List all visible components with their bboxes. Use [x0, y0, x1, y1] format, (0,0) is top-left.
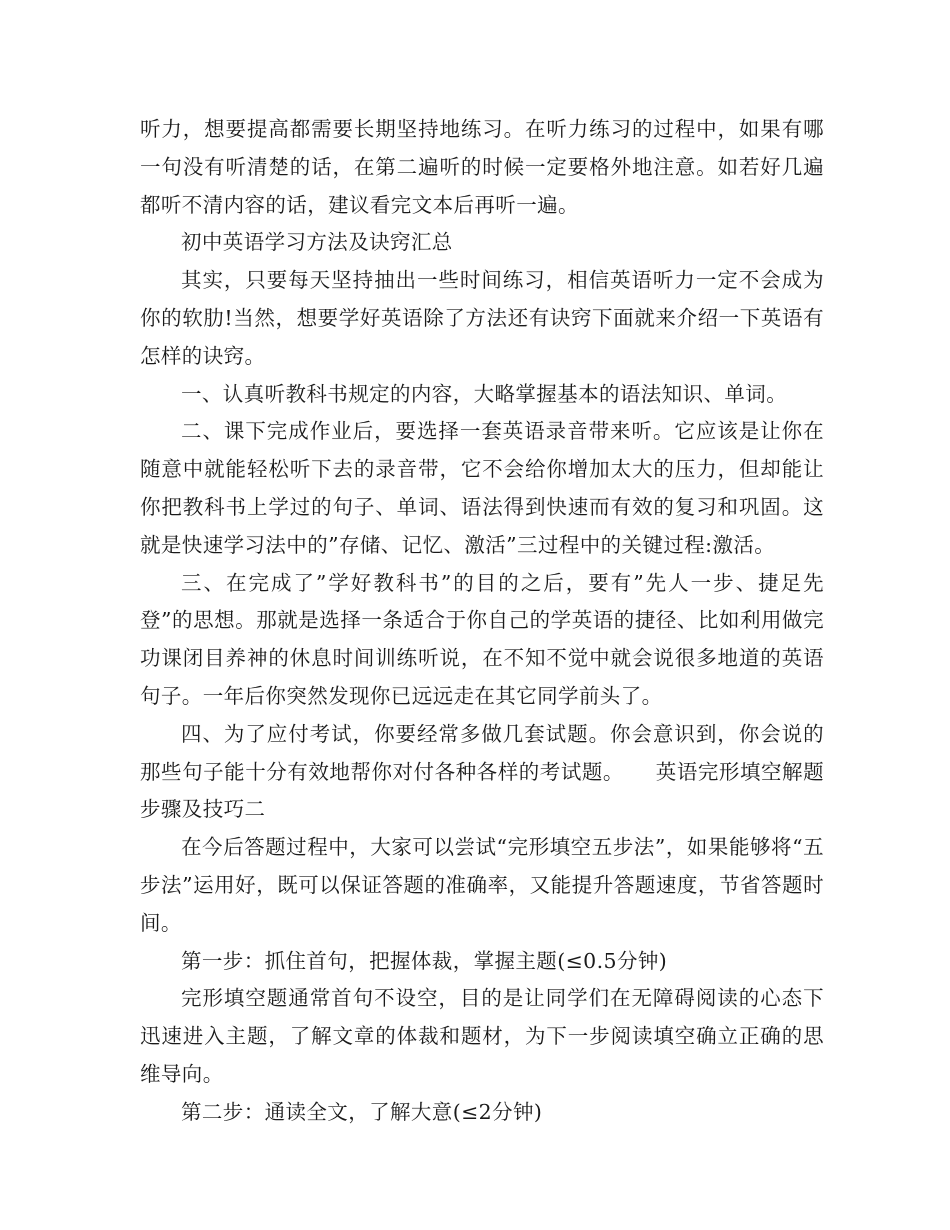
paragraph-tip-three: 三、在完成了”学好教科书”的目的之后，要有”先人一步、捷足先登”的思想。那就是选择一条适合于你自己的学英语的捷径、比如利用做完功课闭目养神的休息时间训练听说，在不知不觉中就会说很多地道的英语句子。一年后你突然发现你已远远走在其它同学前头了。	[140, 570, 824, 708]
paragraph-tip-one: 一、认真听教科书规定的内容，大略掌握基本的语法知识、单词。	[181, 381, 788, 406]
paragraph-tip-two: 二、课下完成作业后，要选择一套英语录音带来听。它应该是让你在随意中就能轻松听下去的录音带，它不会给你增加太大的压力，但却能让你把教科书上学过的句子、单词、语法得到快速而有效的复习和巩固。这就是快速学习法中的”存储、记忆、激活”三过程中的关键过程:激活。	[140, 419, 824, 557]
paragraph-five-step-method: 在今后答题过程中，大家可以尝试“完形填空五步法”，如果能够将“五步法”运用好，既可以保证答题的准确率，又能提升答题速度，节省答题时间。	[140, 835, 824, 935]
paragraph-step-one-detail: 完形填空题通常首句不设空，目的是让同学们在无障碍阅读的心态下迅速进入主题，了解文章的体裁和题材，为下一步阅读填空确立正确的思维导向。	[140, 986, 824, 1086]
document-body	[140, 111, 824, 1132]
paragraph-listening-practice: 听力，想要提高都需要长期坚持地练习。在听力练习的过程中，如果有哪一句没有听清楚的话，在第二遍听的时候一定要格外地注意。如若好几遍都听不清内容的话，建议看完文本后再听一遍。	[140, 117, 824, 217]
paragraph-step-one: 第一步：抓住首句，把握体裁，掌握主题(≤0.5分钟)	[181, 948, 668, 973]
section-heading-learning-methods: 初中英语学习方法及诀窍汇总	[181, 230, 453, 255]
paragraph-intro-tips: 其实，只要每天坚持抽出一些时间练习，相信英语听力一定不会成为你的软肋!当然，想要学好英语除了方法还有诀窍下面就来介绍一下英语有怎样的诀窍。	[140, 268, 824, 368]
paragraph-tip-four: 四、为了应付考试，你要经常多做几套试题。你会意识到，你会说的那些句子能十分有效地帮你对付各种各样的考试题。 英语完形填空解题步骤及技巧二	[140, 721, 824, 822]
paragraph-step-two: 第二步：通读全文，了解大意(≤2分钟)	[181, 1099, 543, 1124]
